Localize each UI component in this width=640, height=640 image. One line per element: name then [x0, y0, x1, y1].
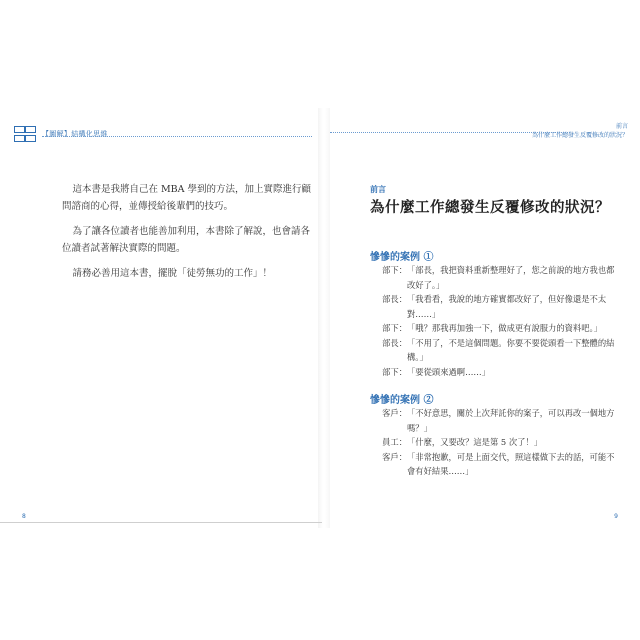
speaker: 員工：: [382, 437, 407, 447]
paragraph: 這本書是我將自己在 MBA 學到的方法，加上實際進行顧問諮商的心得，並傳授給後輩們的技巧。: [62, 184, 312, 212]
dialog-line: [370, 321, 622, 336]
dialog-line: [370, 263, 622, 292]
speech: 「哦？那我再加強一下，做成更有說服力的資料吧。」: [407, 323, 602, 333]
speaker: 客戶：: [382, 451, 407, 462]
running-header-tag: 【圖解】結構化思維: [42, 130, 108, 138]
case-1-dialog: [370, 263, 622, 379]
speaker: 部長：: [382, 337, 407, 348]
speech: 「非常抱歉，可是上面交代，照這樣做下去的話，可能不會有好結果……」: [407, 451, 615, 476]
left-body-text: [62, 181, 312, 290]
dialog-line: [370, 406, 622, 435]
case-1-title: 慘慘的案例 ①: [370, 252, 434, 263]
speech: 「不好意思，關於上次拜託你的案子，可以再改一個地方嗎？」: [407, 408, 615, 433]
paragraph: 為了讓各位讀者也能善加利用，本書除了解說，也會請各位讀者試著解決實際的問題。: [62, 226, 310, 254]
running-header-title: 為什麼工作總發生反覆修改的狀況？: [531, 132, 628, 139]
page-title: 為什麼工作總發生反覆修改的狀況？: [370, 199, 610, 216]
header-rule: [42, 136, 312, 137]
running-header-section: 前言: [615, 123, 628, 130]
speaker: 部下：: [382, 265, 407, 275]
right-page: [330, 108, 628, 528]
speech: 「不用了，不是這個問題。你要不要從頭看一下整體的結構。」: [407, 337, 615, 362]
speech: 「什麼，又要改？這是第 5 次了！」: [407, 437, 543, 447]
gutter: [318, 108, 330, 528]
speech: 「部長，我把資料重新整理好了，您之前說的地方我也都改好了。」: [407, 265, 615, 290]
speaker: 客戶：: [382, 408, 407, 418]
speaker: 部下：: [382, 323, 407, 333]
case-2-title: 慘慘的案例 ②: [370, 395, 434, 406]
paragraph: 請務必善用這本書，擺脫「徒勞無功的工作」！: [72, 268, 272, 279]
case-2-dialog: [370, 406, 622, 479]
dialog-line: [370, 336, 622, 365]
diagram-icon: [12, 124, 36, 144]
left-header: [12, 124, 108, 144]
left-page: [12, 108, 318, 528]
header-rule: [330, 132, 570, 133]
right-header: [532, 122, 628, 140]
speaker: 部下：: [382, 366, 407, 377]
speech: 「要從頭來過啊……」: [407, 366, 490, 377]
dialog-line: [370, 435, 622, 450]
page-number-right: 9: [614, 513, 618, 520]
page-number-left: 8: [22, 513, 26, 520]
section-label: 前言: [370, 185, 386, 194]
speech: 「我看看，我說的地方確實都改好了，但好像還是不太對……」: [407, 294, 607, 319]
dialog-line: [370, 292, 622, 321]
dialog-line: [370, 450, 622, 479]
speaker: 部長：: [382, 294, 407, 304]
dialog-line: [370, 365, 622, 380]
